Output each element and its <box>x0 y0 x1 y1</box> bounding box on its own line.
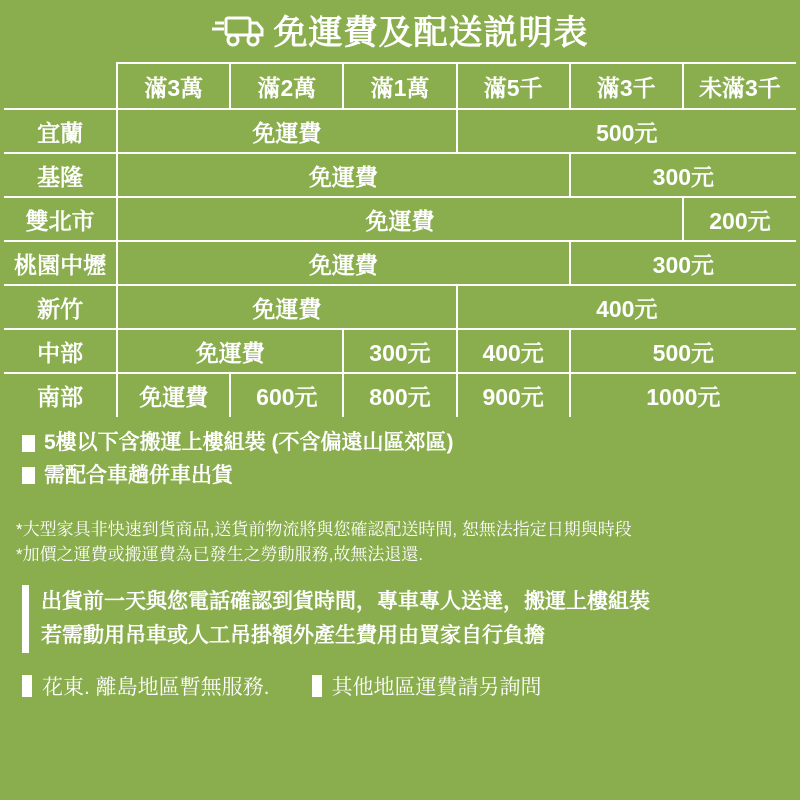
column-header: 未滿3千 <box>683 63 796 109</box>
page-title-row <box>0 0 800 62</box>
small-note-text: *加價之運費或搬運費為已發生之勞動服務,故無法退還. <box>16 544 424 564</box>
row-header: 南部 <box>4 373 117 417</box>
table-cell: 500元 <box>457 109 796 153</box>
row-header: 宜蘭 <box>4 109 117 153</box>
table-body <box>4 109 796 417</box>
column-header: 滿1萬 <box>343 63 456 109</box>
note-text: 5樓以下含搬運上樓組裝 (不含偏遠山區郊區) <box>44 431 454 454</box>
vertical-bar-icon <box>22 585 29 652</box>
table-cell: 200元 <box>683 197 796 241</box>
footer-note-item <box>312 671 542 701</box>
column-header: 滿3千 <box>570 63 683 109</box>
note-text: 需配合車趟併車出貨 <box>44 463 233 487</box>
table-cell: 800元 <box>343 373 456 417</box>
highlight-block <box>0 585 800 652</box>
table-cell: 免運費 <box>117 197 683 241</box>
table-row <box>4 285 796 329</box>
table-cell: 300元 <box>570 153 796 197</box>
table-cell: 免運費 <box>117 109 456 153</box>
table-cell: 500元 <box>570 329 796 373</box>
table-row <box>4 329 796 373</box>
small-notes-list <box>0 518 800 567</box>
table-cell: 300元 <box>343 329 456 373</box>
small-note-text: *大型家具非快速到貨商品,送貨前物流將與您確認配送時間, 恕無法指定日期與時段 <box>16 520 632 540</box>
square-bullet-icon <box>312 675 322 697</box>
highlight-text: 出貨前一天與您電話確認到貨時間，專車專人送達，搬運上樓組裝 <box>41 590 650 614</box>
square-bullet-icon <box>22 467 35 484</box>
footer-note-item <box>22 671 270 701</box>
row-header: 基隆 <box>4 153 117 197</box>
table-row <box>4 373 796 417</box>
table-row <box>4 109 796 153</box>
table-cell: 免運費 <box>117 153 570 197</box>
column-header: 滿2萬 <box>230 63 343 109</box>
table-cell: 900元 <box>457 373 570 417</box>
row-header: 桃園中壢 <box>4 241 117 285</box>
notes-list <box>0 427 800 492</box>
fee-table-wrap <box>4 62 796 417</box>
table-cell: 400元 <box>457 329 570 373</box>
table-cell: 400元 <box>457 285 796 329</box>
page-title: 免運費及配送説明表 <box>273 14 589 52</box>
row-header: 中部 <box>4 329 117 373</box>
note-item <box>22 427 800 460</box>
footer-notes <box>0 671 800 701</box>
table-cell: 免運費 <box>117 285 456 329</box>
footer-note-text: 其他地區運費請另詢問 <box>331 675 542 699</box>
table-row <box>4 153 796 197</box>
footer-note-text: 花東. 離島地區暫無服務. <box>42 675 270 699</box>
table-row <box>4 197 796 241</box>
highlight-lines <box>41 585 650 652</box>
square-bullet-icon <box>22 675 32 697</box>
fee-table <box>4 62 796 417</box>
square-bullet-icon <box>22 435 35 452</box>
table-cell: 600元 <box>230 373 343 417</box>
table-cell: 免運費 <box>117 373 230 417</box>
table-cell: 免運費 <box>117 241 570 285</box>
table-corner-cell <box>4 63 117 109</box>
row-header: 雙北市 <box>4 197 117 241</box>
row-header: 新竹 <box>4 285 117 329</box>
table-cell: 300元 <box>570 241 796 285</box>
table-cell: 免運費 <box>117 329 343 373</box>
note-item <box>22 460 800 493</box>
truck-icon <box>212 14 264 53</box>
table-row <box>4 241 796 285</box>
table-header-row <box>4 63 796 109</box>
highlight-text: 若需動用吊車或人工吊掛額外產生費用由買家自行負擔 <box>41 623 545 647</box>
column-header: 滿3萬 <box>117 63 230 109</box>
column-header: 滿5千 <box>457 63 570 109</box>
table-cell: 1000元 <box>570 373 796 417</box>
